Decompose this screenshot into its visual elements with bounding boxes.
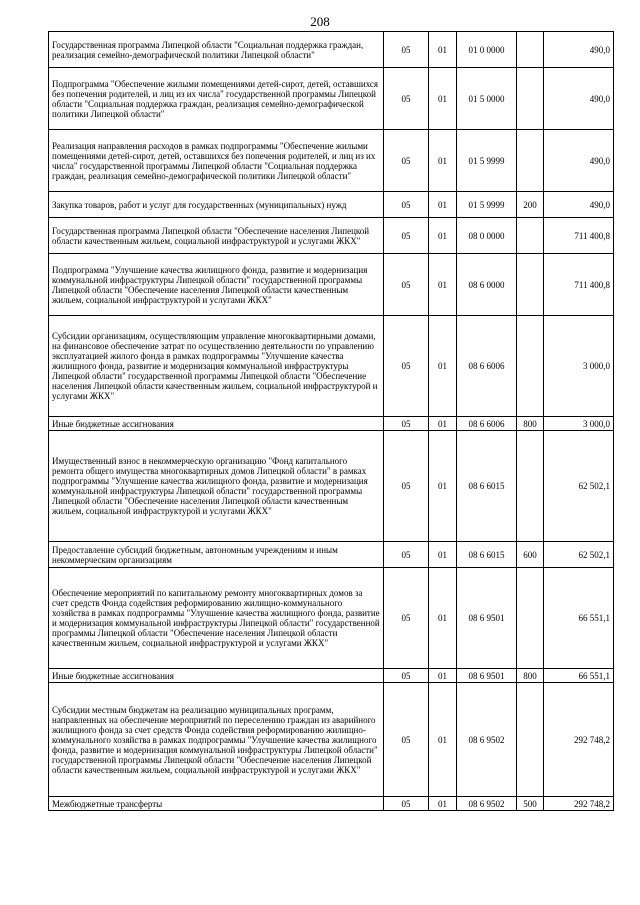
row-name: Иные бюджетные ассигнования xyxy=(49,417,384,431)
table-row xyxy=(49,130,614,192)
row-section: 05 xyxy=(384,130,429,192)
table-row xyxy=(49,218,614,254)
row-expense-type xyxy=(517,568,544,669)
row-subsection: 01 xyxy=(429,431,457,542)
row-amount: 66 551,1 xyxy=(544,568,614,669)
row-name: Обеспечение мероприятий по капитальному ремонту многоквартирных домов за счет средств Фонда содействия реформированию жилищно-коммунального хозяйства в рамках подпрограммы "Улучшение качества жилищного фонда, развитие и модернизация коммунальной инфраструктуры Липецкой области" государственной программы Липецкой области "Обеспечение населения Липецкой области качественным жильем, социальной инфраструктурой и услугами ЖКХ" xyxy=(49,568,384,669)
row-amount: 711 400,8 xyxy=(544,254,614,316)
row-section: 05 xyxy=(384,568,429,669)
row-subsection: 01 xyxy=(429,32,457,68)
row-section: 05 xyxy=(384,431,429,542)
row-name: Реализация направления расходов в рамках подпрограммы "Обеспечение жилыми помещениями детей-сирот, детей, оставшихся без попечения родителей, и лиц из их числа" государственной программы Липецкой области "Социальная поддержка граждан, реализация семейно-демографической политики Липецкой области" xyxy=(49,130,384,192)
row-section: 05 xyxy=(384,192,429,218)
table-row xyxy=(49,669,614,683)
row-subsection: 01 xyxy=(429,192,457,218)
row-amount: 711 400,8 xyxy=(544,218,614,254)
row-target-item: 08 6 0000 xyxy=(457,254,517,316)
row-target-item: 08 6 6015 xyxy=(457,542,517,568)
row-amount: 292 748,2 xyxy=(544,683,614,797)
table-row xyxy=(49,68,614,130)
row-name: Подпрограмма "Улучшение качества жилищного фонда, развитие и модернизация коммунальной инфраструктуры Липецкой области" государственной программы Липецкой области "Обеспечение населения Липецкой области качественным жильем, социальной инфраструктурой и услугами ЖКХ" xyxy=(49,254,384,316)
table-row xyxy=(49,431,614,542)
row-amount: 292 748,2 xyxy=(544,797,614,811)
row-expense-type: 600 xyxy=(517,542,544,568)
row-amount: 3 000,0 xyxy=(544,316,614,417)
table-row xyxy=(49,316,614,417)
table-row xyxy=(49,683,614,797)
row-section: 05 xyxy=(384,32,429,68)
row-expense-type xyxy=(517,316,544,417)
table-row xyxy=(49,192,614,218)
row-section: 05 xyxy=(384,683,429,797)
row-name: Субсидии организациям, осуществляющим управление многоквартирными домами, на финансовое обеспечение затрат по осуществлению деятельности по управлению эксплуатацией жилого фонда в рамках подпрограммы "Улучшение качества жилищного фонда, развитие и модернизация коммунальной инфраструктуры Липецкой области" государственной программы Липецкой области "Обеспечение населения Липецкой области качественным жильем, социальной инфраструктурой и услугами ЖКХ" xyxy=(49,316,384,417)
row-subsection: 01 xyxy=(429,669,457,683)
row-subsection: 01 xyxy=(429,254,457,316)
row-section: 05 xyxy=(384,68,429,130)
budget-table xyxy=(48,31,614,811)
row-name: Межбюджетные трансферты xyxy=(49,797,384,811)
row-section: 05 xyxy=(384,316,429,417)
row-target-item: 01 5 0000 xyxy=(457,68,517,130)
row-subsection: 01 xyxy=(429,130,457,192)
row-expense-type xyxy=(517,431,544,542)
row-expense-type xyxy=(517,130,544,192)
row-subsection: 01 xyxy=(429,797,457,811)
row-name: Иные бюджетные ассигнования xyxy=(49,669,384,683)
row-name: Субсидии местным бюджетам на реализацию муниципальных программ, направленных на обеспечение мероприятий по переселению граждан из аварийного жилищного фонда за счет средств Фонда содействия реформированию жилищно-коммунального хозяйства в рамках подпрограммы "Улучшение качества жилищного фонда, развитие и модернизация коммунальной инфраструктуры Липецкой области" государственной программы Липецкой области "Обеспечение населения Липецкой области качественным жильем, социальной инфраструктурой и услугами ЖКХ" xyxy=(49,683,384,797)
table-row xyxy=(49,417,614,431)
row-subsection: 01 xyxy=(429,683,457,797)
row-target-item: 08 6 6006 xyxy=(457,417,517,431)
row-expense-type: 200 xyxy=(517,192,544,218)
budget-table-body xyxy=(49,32,614,811)
row-target-item: 08 6 9501 xyxy=(457,568,517,669)
row-section: 05 xyxy=(384,542,429,568)
row-expense-type xyxy=(517,32,544,68)
row-section: 05 xyxy=(384,797,429,811)
row-amount: 62 502,1 xyxy=(544,542,614,568)
row-target-item: 08 6 9502 xyxy=(457,683,517,797)
row-target-item: 08 6 6015 xyxy=(457,431,517,542)
table-row xyxy=(49,32,614,68)
row-name: Имущественный взнос в некоммерческую организацию "Фонд капитального ремонта общего имущества многоквартирных домов Липецкой области" в рамках подпрограммы "Улучшение качества жилищного фонда, развитие и модернизация коммунальной инфраструктуры Липецкой области" государственной программы Липецкой области "Обеспечение населения Липецкой области качественным жильем, социальной инфраструктурой и услугами ЖКХ" xyxy=(49,431,384,542)
row-subsection: 01 xyxy=(429,542,457,568)
row-target-item: 01 5 9999 xyxy=(457,130,517,192)
table-row xyxy=(49,254,614,316)
row-name: Государственная программа Липецкой области "Социальная поддержка граждан, реализация семейно-демографической политики Липецкой области" xyxy=(49,32,384,68)
row-target-item: 08 6 6006 xyxy=(457,316,517,417)
row-name: Государственная программа Липецкой области "Обеспечение населения Липецкой области качественным жильем, социальной инфраструктурой и услугами ЖКХ" xyxy=(49,218,384,254)
row-expense-type xyxy=(517,218,544,254)
row-name: Подпрограмма "Обеспечение жилыми помещениями детей-сирот, детей, оставшихся без попечения родителей, и лиц из их числа" государственной программы Липецкой области "Социальная поддержка граждан, реализация семейно-демографической политики Липецкой области" xyxy=(49,68,384,130)
row-target-item: 01 0 0000 xyxy=(457,32,517,68)
row-target-item: 08 0 0000 xyxy=(457,218,517,254)
row-target-item: 08 6 9502 xyxy=(457,797,517,811)
row-subsection: 01 xyxy=(429,218,457,254)
row-section: 05 xyxy=(384,417,429,431)
row-expense-type xyxy=(517,683,544,797)
row-name: Закупка товаров, работ и услуг для государственных (муниципальных) нужд xyxy=(49,192,384,218)
row-amount: 66 551,1 xyxy=(544,669,614,683)
row-amount: 62 502,1 xyxy=(544,431,614,542)
row-section: 05 xyxy=(384,218,429,254)
row-section: 05 xyxy=(384,254,429,316)
row-subsection: 01 xyxy=(429,568,457,669)
row-expense-type xyxy=(517,254,544,316)
table-row xyxy=(49,542,614,568)
row-amount: 490,0 xyxy=(544,192,614,218)
row-subsection: 01 xyxy=(429,417,457,431)
row-subsection: 01 xyxy=(429,316,457,417)
row-target-item: 01 5 9999 xyxy=(457,192,517,218)
table-row xyxy=(49,568,614,669)
row-section: 05 xyxy=(384,669,429,683)
row-amount: 490,0 xyxy=(544,130,614,192)
row-expense-type: 500 xyxy=(517,797,544,811)
row-expense-type: 800 xyxy=(517,669,544,683)
row-name: Предоставление субсидий бюджетным, автономным учреждениям и иным некоммерческим организациям xyxy=(49,542,384,568)
row-expense-type xyxy=(517,68,544,130)
row-target-item: 08 6 9501 xyxy=(457,669,517,683)
row-amount: 490,0 xyxy=(544,32,614,68)
row-amount: 3 000,0 xyxy=(544,417,614,431)
row-subsection: 01 xyxy=(429,68,457,130)
row-amount: 490,0 xyxy=(544,68,614,130)
page-number: 208 xyxy=(310,14,330,29)
table-row xyxy=(49,797,614,811)
row-expense-type: 800 xyxy=(517,417,544,431)
